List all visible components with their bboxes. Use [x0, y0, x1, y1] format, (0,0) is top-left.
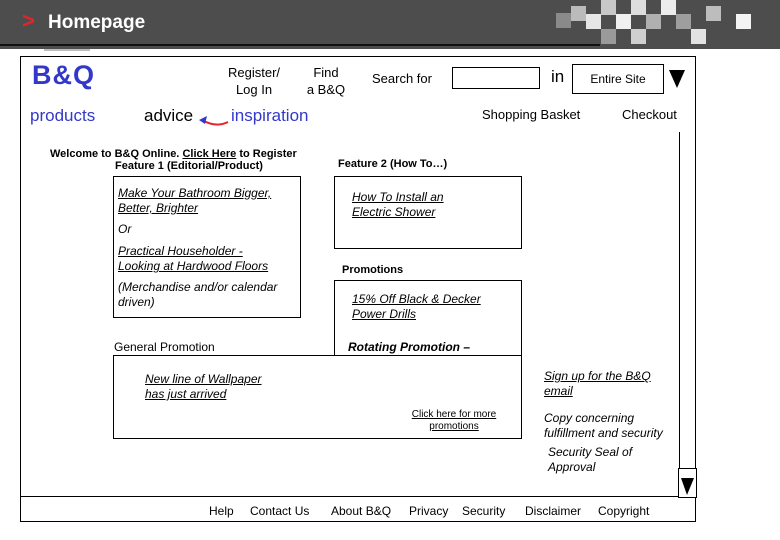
pixel-square: [691, 29, 706, 44]
divider: [0, 44, 600, 46]
footer-link-disclaimer[interactable]: Disclaimer: [525, 504, 582, 518]
security-seal: [548, 445, 632, 475]
pixel-square: [601, 0, 616, 15]
general-promotion-line: New line of Wallpaper: [145, 372, 262, 386]
signup-line: email: [544, 384, 573, 398]
pixel-square: [616, 14, 631, 29]
find-store-link[interactable]: [302, 64, 350, 98]
feature2-item-line: How To Install an: [352, 190, 444, 204]
feature2-item-line: Electric Shower: [352, 205, 436, 219]
footer-link-copyright[interactable]: Copyright: [598, 504, 650, 518]
feature1-note: [118, 280, 277, 310]
store-label: a B&Q: [306, 82, 346, 97]
footer-divider: [20, 496, 696, 497]
feature1-or: Or: [118, 222, 132, 236]
seal-line: Approval: [548, 460, 596, 474]
promotions-heading: Promotions: [342, 264, 404, 276]
footer-link-help[interactable]: Help: [209, 504, 234, 518]
feature1-item-bathroom[interactable]: [118, 186, 271, 216]
pixel-square: [571, 6, 586, 21]
promotion-item-line: Power Drills: [352, 307, 417, 321]
welcome-prefix: Welcome to B&Q Online.: [50, 148, 180, 160]
welcome-suffix: to Register: [239, 148, 297, 160]
arrow-down-icon: [679, 469, 696, 497]
bq-logo[interactable]: B&Q: [32, 60, 95, 90]
search-scope-value: Entire Site: [590, 72, 646, 86]
nav-advice[interactable]: advice: [144, 106, 194, 125]
page-title: Homepage: [48, 12, 146, 33]
divider: [44, 49, 90, 51]
pixel-square: [706, 6, 721, 21]
search-label: Search for: [372, 71, 432, 86]
feature1-item-floors[interactable]: [118, 244, 268, 274]
seal-line: Security Seal of: [548, 445, 633, 459]
footer-link-about[interactable]: About B&Q: [331, 504, 392, 518]
find-label: Find: [313, 65, 339, 80]
promotion-item-line: 15% Off Black & Decker: [352, 292, 481, 306]
pixel-square: [736, 14, 751, 29]
pixel-square: [601, 29, 616, 44]
copy-line: Copy concerning: [544, 411, 635, 425]
pixel-square: [586, 14, 601, 29]
search-scope-select[interactable]: [572, 64, 664, 94]
general-promotion-item[interactable]: [145, 372, 262, 402]
search-in-label: in: [551, 67, 565, 86]
scrollbar-down-button[interactable]: [678, 468, 697, 498]
footer-link-privacy[interactable]: Privacy: [409, 504, 449, 518]
nav-products[interactable]: products: [30, 106, 96, 125]
pixel-square: [556, 13, 571, 28]
pixel-square: [676, 14, 691, 29]
feature1-item2-line: Practical Householder -: [118, 244, 243, 258]
register-label: Register/: [228, 65, 281, 80]
feature2-item-shower[interactable]: [352, 190, 444, 220]
search-input[interactable]: [452, 67, 540, 89]
more-promotions-link[interactable]: [406, 409, 502, 433]
email-signup-link[interactable]: [544, 369, 651, 399]
rotating-promotion-title: Rotating Promotion –: [348, 340, 470, 354]
feature1-heading: Feature 1 (Editorial/Product): [115, 160, 263, 172]
pixel-square: [631, 0, 646, 15]
register-login-link[interactable]: [228, 64, 280, 98]
more-promotions-line: Click here for more: [411, 409, 497, 420]
copy-line: fulfillment and security: [544, 426, 663, 440]
dropdown-arrow-icon[interactable]: [668, 68, 686, 90]
pixel-square: [646, 14, 661, 29]
general-promotion-line: has just arrived: [145, 387, 227, 401]
nav-inspiration[interactable]: inspiration: [231, 106, 309, 125]
arrow-left-icon: [198, 114, 230, 130]
pixel-square: [661, 0, 676, 15]
feature1-note-line: driven): [118, 295, 155, 309]
feature2-heading: Feature 2 (How To…): [338, 158, 448, 170]
welcome-text: [50, 148, 297, 160]
signup-line: Sign up for the B&Q: [544, 369, 651, 383]
footer-link-security[interactable]: Security: [462, 504, 506, 518]
general-promotion-heading: General Promotion: [114, 340, 215, 354]
more-promotions-line: promotions: [429, 421, 479, 432]
feature1-note-line: (Merchandise and/or calendar: [118, 280, 278, 294]
login-label: Log In: [235, 82, 273, 97]
feature1-item2-line: Looking at Hardwood Floors: [118, 259, 269, 273]
scrollbar-track[interactable]: [679, 132, 696, 496]
pixel-square: [631, 29, 646, 44]
register-here-link[interactable]: Click Here: [182, 148, 237, 160]
checkout-link[interactable]: Checkout: [622, 107, 677, 122]
shopping-basket-link[interactable]: Shopping Basket: [482, 107, 581, 122]
feature1-item1-line: Make Your Bathroom Bigger,: [118, 186, 272, 200]
feature1-item1-line: Better, Brighter: [118, 201, 199, 215]
fulfillment-security-copy: [544, 411, 663, 441]
promotion-item-drills[interactable]: [352, 292, 481, 322]
footer-link-contact[interactable]: Contact Us: [250, 504, 310, 518]
chevron-right-icon: >: [22, 8, 35, 33]
